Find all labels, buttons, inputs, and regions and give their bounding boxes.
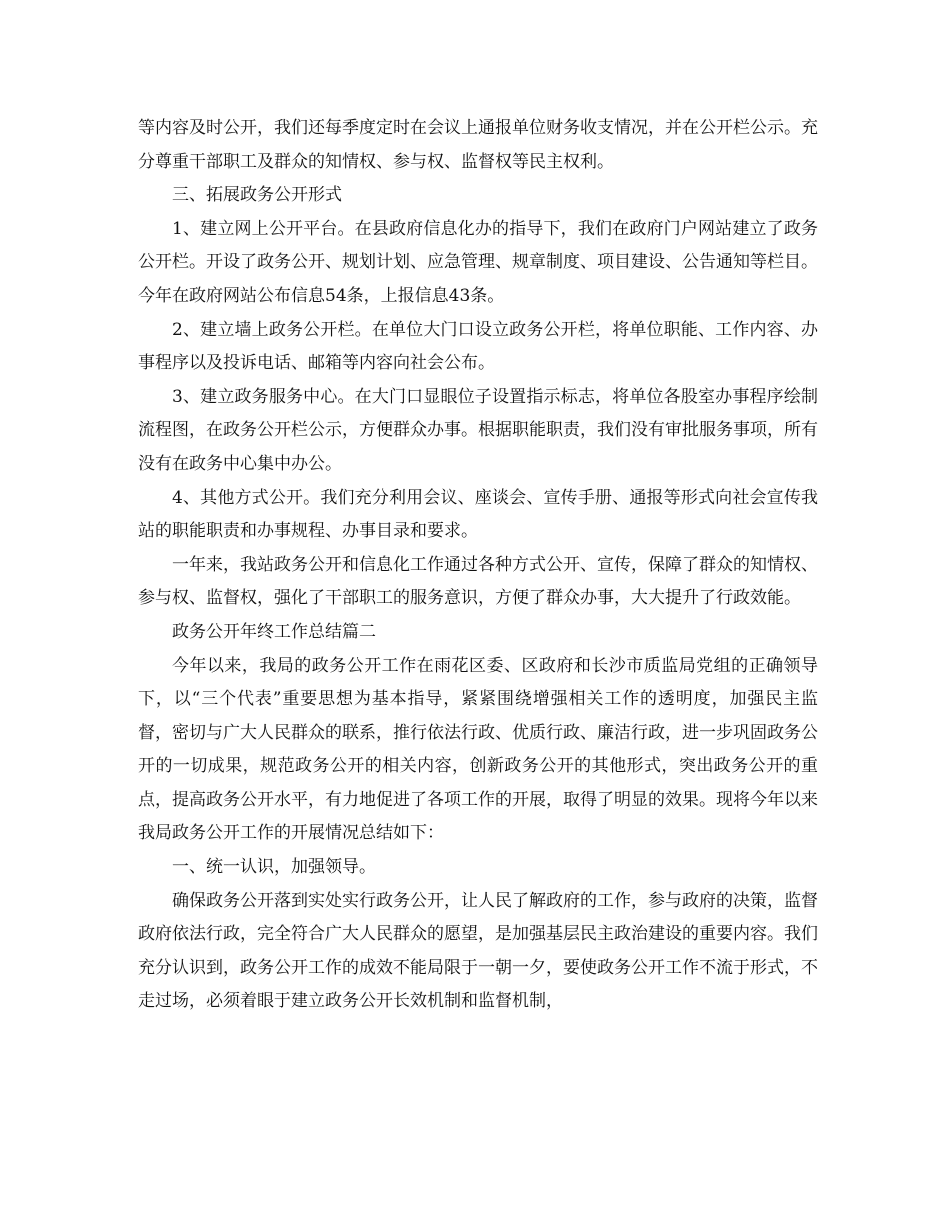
article-title-2: 政务公开年终工作总结篇二 [172,621,376,642]
paragraph-1: 等内容及时公开，我们还每季度定时在会议上通报单位财务收支情况，并在公开栏公示。充分尊重干部职工及群众的知情权、参与权、监督权等民主权利。 [138,118,818,172]
paragraph-item-1: 1、建立网上公开平台。在县政府信息化办的指导下，我们在政府门户网站建立了政务公开栏。开设了政务公开、规划计划、应急管理、规章制度、项目建设、公告通知等栏目。今年在政府网站公布信息54条，上报信息43条。 [138,218,818,306]
paragraph-body: 确保政务公开落到实处实行政务公开，让人民了解政府的工作，参与政府的决策，监督政府依法行政，完全符合广大人民群众的愿望，是加强基层民主政治建设的重要内容。我们充分认识到，政务公开工作的成效不能局限于一朝一夕，要使政务公开工作不流于形式，不走过场，必须着眼于建立政务公开长效机制和监督机制， [138,890,818,1012]
paragraph-summary: 一年来，我站政务公开和信息化工作通过各种方式公开、宣传，保障了群众的知情权、参与权、监督权，强化了干部职工的服务意识，方便了群众办事，大大提升了行政效能。 [138,554,818,609]
section-heading-1: 一、统一认识，加强领导。 [172,857,376,878]
paragraph-item-3: 3、建立政务服务中心。在大门口显眼位子设置指示标志，将单位各股室办事程序绘制流程图，在政务公开栏公示，方便群众办事。根据职能职责，我们没有审批服务事项，所有没有在政务中心集中办公。 [138,386,818,474]
paragraph-intro: 今年以来，我局的政务公开工作在雨花区委、区政府和长沙市质监局党组的正确领导下，以“三个代表”重要思想为基本指导，紧紧围绕增强相关工作的透明度，加强民主监督，密切与广大人民群众的联系，推行依法行政、优质行政、廉洁行政，进一步巩固政务公开的一切成果，规范政务公开的相关内容，创新政务公开的其他形式，突出政务公开的重点，提高政务公开水平，有力地促进了各项工作的开展，取得了明显的效果。现将今年以来我局政务公开工作的开展情况总结如下： [138,655,818,844]
paragraph-item-2: 2、建立墙上政务公开栏。在单位大门口设立政务公开栏，将单位职能、工作内容、办事程序以及投诉电话、邮箱等内容向社会公布。 [138,319,818,374]
document-page [138,112,818,1019]
section-heading-3: 三、拓展政务公开形式 [172,185,342,206]
paragraph-item-4: 4、其他方式公开。我们充分利用会议、座谈会、宣传手册、通报等形式向社会宣传我站的职能职责和办事规程、办事目录和要求。 [138,487,818,542]
